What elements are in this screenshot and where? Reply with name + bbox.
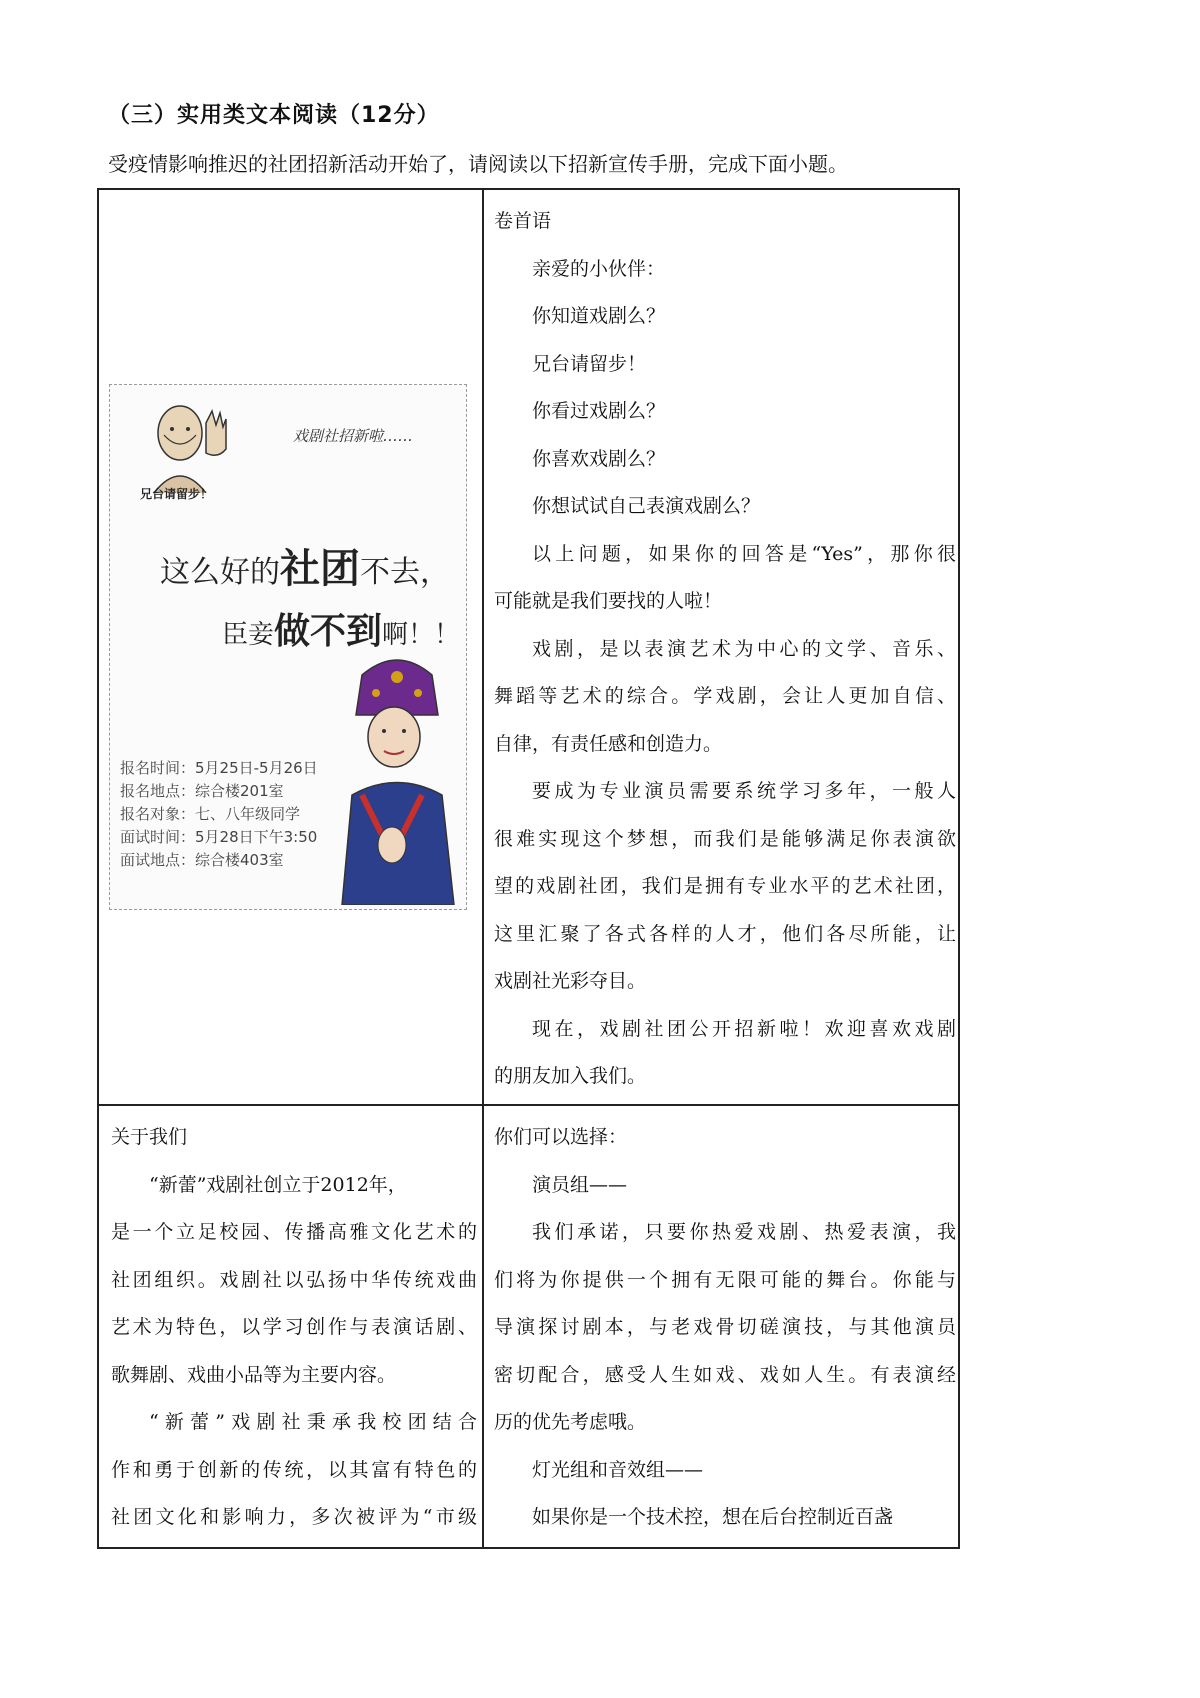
poster-info-line: 面试时间：5月28日下午3:50 xyxy=(120,828,318,846)
column-divider xyxy=(482,190,484,1547)
about-line: 艺术为特色，以学习创作与表演话剧、 xyxy=(111,1316,477,1338)
actor-group-line: 密切配合，感受人生如戏、戏如人生。有表演经 xyxy=(494,1363,956,1386)
poster-info-line: 面试地点：综合楼403室 xyxy=(120,851,284,869)
actor-group-title: 演员组—— xyxy=(532,1173,628,1196)
about-line: 是一个立足校园、传播高雅文化艺术的 xyxy=(111,1221,477,1243)
about-line: 社团文化和影响力，多次被评为“市级 xyxy=(111,1506,477,1528)
about-cell xyxy=(111,1114,477,1542)
preface-line: 你看过戏剧么？ xyxy=(532,400,666,422)
slogan-emphasis: 做不到 xyxy=(274,611,383,652)
poster-slogan-line2 xyxy=(222,603,460,654)
actor-group-line: 们将为你提供一个拥有无限可能的舞台。你能与 xyxy=(494,1268,956,1291)
slogan-text: 这么好的 xyxy=(160,555,280,590)
preface-paragraph-line: 这里汇聚了各式各样的人才，他们各尽所能，让 xyxy=(494,922,956,945)
poster-title: 戏剧社招新啦…… xyxy=(293,427,414,445)
slogan-text: 啊！！ xyxy=(382,620,461,650)
recruitment-poster xyxy=(109,384,467,910)
preface-line: 你知道戏剧么？ xyxy=(532,305,666,327)
empress-illustration xyxy=(332,655,462,905)
preface-paragraph-line: 自律，有责任感和创造力。 xyxy=(494,732,723,755)
poster-slogan-line1 xyxy=(160,537,450,594)
preface-line: 你想试试自己表演戏剧么？ xyxy=(532,495,761,517)
actor-group-line: 导演探讨剧本，与老戏骨切磋演技，与其他演员 xyxy=(494,1316,956,1338)
about-line: “新蕾”戏剧社创立于2012年， xyxy=(149,1173,407,1196)
about-title: 关于我们 xyxy=(111,1126,188,1148)
choose-cell xyxy=(494,1114,956,1542)
about-line: 作和勇于创新的传统，以其富有特色的 xyxy=(111,1458,477,1481)
preface-paragraph-line: 望的戏剧社团，我们是拥有专业水平的艺术社团， xyxy=(494,875,956,897)
about-line: 歌舞剧、戏曲小品等为主要内容。 xyxy=(111,1363,397,1386)
preface-paragraph-line: 舞蹈等艺术的综合。学戏剧，会让人更加自信、 xyxy=(494,685,956,707)
slogan-text: 不去， xyxy=(360,555,450,590)
poster-stop-text: 兄台请留步！ xyxy=(140,487,213,501)
light-group-line: 如果你是一个技术控，想在后台控制近百盏 xyxy=(532,1506,894,1528)
preface-paragraph-line: 很难实现这个梦想，而我们是能够满足你表演欲 xyxy=(494,827,956,850)
actor-group-line: 我们承诺，只要你热爱戏剧、热爱表演，我 xyxy=(532,1221,956,1243)
preface-paragraph-line: 可能就是我们要找的人啦！ xyxy=(494,590,723,612)
preface-line: 兄台请留步！ xyxy=(532,352,647,375)
preface-paragraph-line: 要成为专业演员需要系统学习多年，一般人 xyxy=(532,780,956,802)
preface-cell xyxy=(494,198,956,1101)
preface-paragraph-line: 的朋友加入我们。 xyxy=(494,1065,647,1087)
row-divider xyxy=(99,1104,958,1106)
preface-paragraph-line: 戏剧社光彩夺目。 xyxy=(494,970,647,992)
preface-paragraph-line: 现在，戏剧社团公开招新啦！欢迎喜欢戏剧 xyxy=(532,1017,956,1040)
poster-info-line: 报名对象：七、八年级同学 xyxy=(120,805,301,823)
poster-info xyxy=(120,757,318,872)
poster-info-line: 报名时间：5月25日-5月26日 xyxy=(120,759,318,777)
preface-title: 卷首语 xyxy=(494,210,552,232)
intro-text: 受疫情影响推迟的社团招新活动开始了，请阅读以下招新宣传手册，完成下面小题。 xyxy=(108,152,848,176)
poster-info-line: 报名地点：综合楼201室 xyxy=(120,782,284,800)
light-group-title: 灯光组和音效组—— xyxy=(532,1458,704,1481)
slogan-emphasis: 社团 xyxy=(280,546,360,592)
choose-title: 你们可以选择： xyxy=(494,1126,628,1148)
brochure-table xyxy=(97,188,960,1549)
section-heading: （三）实用类文本阅读（12分） xyxy=(108,103,440,128)
preface-line: 你喜欢戏剧么？ xyxy=(532,447,666,470)
preface-line: 亲爱的小伙伴： xyxy=(532,257,666,280)
about-line: 社团组织。戏剧社以弘扬中华传统戏曲 xyxy=(111,1268,477,1291)
actor-group-line: 历的优先考虑哦。 xyxy=(494,1411,647,1433)
about-line: “新蕾”戏剧社秉承我校团结合 xyxy=(149,1411,477,1433)
slogan-text: 臣妾 xyxy=(222,620,275,650)
preface-paragraph-line: 以上问题，如果你的回答是“Yes”，那你很 xyxy=(532,542,956,565)
bald-man-illustration xyxy=(134,393,234,493)
preface-paragraph-line: 戏剧，是以表演艺术为中心的文学、音乐、 xyxy=(532,637,956,660)
